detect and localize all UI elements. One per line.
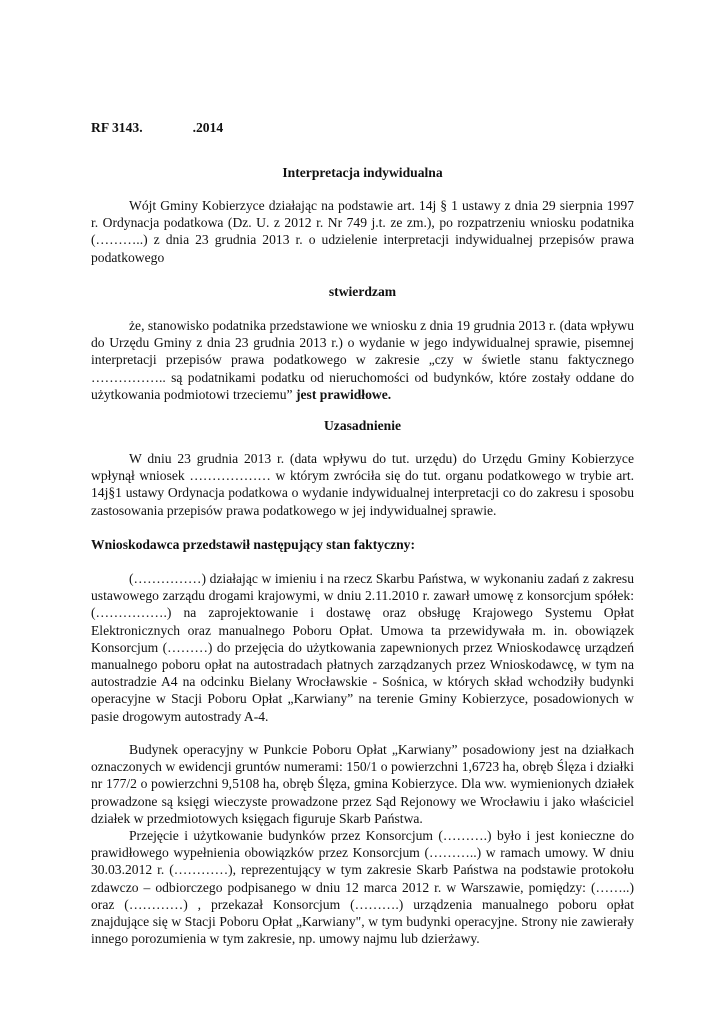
justification-paragraph: W dniu 23 grudnia 2013 r. (data wpływu do tut. urzędu) do Urzędu Gminy Kobierzyce wpłynął wniosek ……………… w którym zwróciła się do tut. organu podatkowego w trybie art. 14j§1 ustawy Ordynacja podatkowa o wydanie indywidualnej interpretacji co do zakresu i sposobu zastosowania przepisów prawa podatkowego w jej indywidualnej sprawie. xyxy=(91,451,634,518)
stwierdzam-heading: stwierdzam xyxy=(328,284,397,299)
document-title: Interpretacja indywidualna xyxy=(282,165,443,180)
reference-number xyxy=(91,119,223,136)
decision-paragraph xyxy=(91,317,634,403)
uzasadnienie-heading: Uzasadnienie xyxy=(323,418,402,433)
facts-paragraph-2: Budynek operacyjny w Punkcie Poboru Opłat „Karwiany” posadowiony jest na działkach oznaczonych w ewidencji gruntów numerami: 150/1 o powierzchni 1,6723 ha, obręb Ślęza i działki nr 177/2 o powierzchni 9,5108 ha, obręb Ślęza, gmina Kobierzyce. Dla ww. wymienionych działek prowadzone są księgi wieczyste prowadzone przez Sąd Rejonowy we Wrocławiu i jako właściciel działek w przedmiotowych księgach figuruje Skarb Państwa. xyxy=(91,742,634,826)
decision-verdict: jest prawidłowe. xyxy=(292,386,392,402)
facts-paragraph-1: (……………) działając w imieniu i na rzecz Skarbu Państwa, w wykonaniu zadań z zakresu ustawowego zarządu drogami krajowymi, w dniu 2.11.2010 r. zawarł umowę z konsorcjum spółek: (…………….) na zaprojektowanie i dostawę oraz obsługę Krajowego Systemu Opłat Elektronicznych oraz manualnego Poboru Opłat. Umowa ta przewidywała m. in. obowiązek Konsorcjum (………) do przejęcia do użytkowania zapewnionych przez Wnioskodawcę urządzeń manualnego poboru opłat na autostradach płatnych zarządzanych przez Wnioskodawcę, w tym na autostradzie A4 na odcinku Bielany Wrocławskie - Sośnica, w których skład wchodziły budynki operacyjne w Stacji Poboru Opłat „Karwiany” na terenie Gminy Kobierzyce, posadowionych w pasie drogowym autostrady A-4. xyxy=(91,571,634,724)
facts-paragraph-3: Przejęcie i użytkowanie budynków przez Konsorcjum (……….) było i jest konieczne do prawidłowego wypełnienia obowiązków przez Konsorcjum (………..) w ramach umowy. W dniu 30.03.2012 r. (…………), reprezentujący w tym zakresie Skarb Państwa na podstawie protokołu zdawczo – odbiorczego podpisanego w dniu 12 marca 2012 r. w Warszawie, pomiędzy: (……..) oraz (…………) , przekazał Konsorcjum (……….) urządzenia manualnego poboru opłat znajdujące się w Stacji Poboru Opłat „Karwiany", w tym budynki operacyjne. Strony nie zawierały innego porozumienia w tym zakresie, np. umowy najmu lub dzierżawy. xyxy=(91,828,634,947)
ref-number: RF 3143. xyxy=(91,120,143,135)
ref-year: .2014 xyxy=(192,120,224,135)
decision-text: że, stanowisko podatnika przedstawione we wniosku z dnia 19 grudnia 2013 r. (data wpływu do Urzędu Gminy z dnia 23 grudnia 2013 r.) o wydanie w jego indywidualnej sprawie, pisemnej interpretacji przepisów prawa podatkowego w zakresie „czy w świetle stanu faktycznego …………….. są podatnikami podatku od nieruchomości od budynków, które zostały oddane do użytkowania podmiotowi trzeciemu” xyxy=(91,318,634,402)
facts-heading: Wnioskodawca przedstawił następujący stan faktyczny: xyxy=(91,537,415,552)
intro-paragraph: Wójt Gminy Kobierzyce działając na podstawie art. 14j § 1 ustawy z dnia 29 sierpnia 1997 r. Ordynacja podatkowa (Dz. U. z 2012 r. Nr 749 j.t. ze zm.), po rozpatrzeniu wniosku podatnika (………..) z dnia 23 grudnia 2013 r. o udzielenie interpretacji indywidualnej przepisów prawa podatkowego xyxy=(91,198,634,265)
